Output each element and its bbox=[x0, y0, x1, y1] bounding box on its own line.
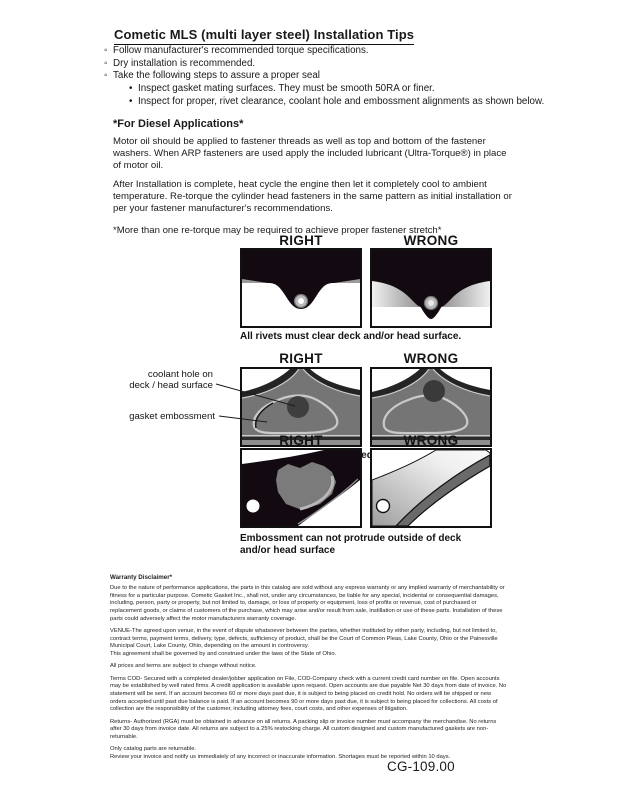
list-item bbox=[104, 70, 594, 83]
retorque-note: *More than one re-torque may be required to achieve proper fastener stretch* bbox=[113, 224, 442, 236]
fig3-wrong-diagram bbox=[370, 448, 492, 528]
fig3-right-label: RIGHT bbox=[279, 433, 323, 448]
fig3-caption: Embossment can not protrude outside of deck and/or head surface bbox=[240, 533, 462, 556]
diesel-heading: *For Diesel Applications* bbox=[113, 118, 244, 130]
fig3-wrong-label: WRONG bbox=[403, 433, 459, 448]
diesel-paragraph: After Installation is complete, heat cycle the engine then let it completely cool to ambient temperature. Re-torque the cylinder head fasteners in the same pattern as initial installation or per your fastener manufacturer's recommendations. bbox=[113, 179, 512, 214]
fig1-right-label: RIGHT bbox=[279, 233, 323, 248]
warranty-paragraph: This agreement shall be governed by and construed under the laws of the State of Ohio. bbox=[110, 651, 337, 658]
list-item bbox=[129, 96, 594, 109]
fig2-right-label: RIGHT bbox=[279, 351, 323, 366]
warranty-paragraph: Only catalog parts are returnable. bbox=[110, 746, 197, 753]
tips-list bbox=[104, 45, 594, 109]
filled-bullet-icon: • bbox=[129, 83, 133, 95]
warranty-section bbox=[110, 574, 508, 766]
fig1-wrong-diagram bbox=[370, 248, 492, 328]
open-bullet-icon: ◦ bbox=[104, 45, 108, 56]
tip-text: Inspect gasket mating surfaces. They must be smooth 50RA or finer. bbox=[138, 83, 435, 95]
page-title: Cometic MLS (multi layer steel) Installation Tips bbox=[114, 27, 414, 45]
warranty-paragraph: Review your invoice and notify us immediately of any incorrect or inaccurate information. Shortages must be reported within 10 days. bbox=[110, 753, 451, 760]
warranty-paragraph: VENUE-The agreed upon venue, in the event of dispute whatsoever between the parties, whether instituted by either party, including, but not limited to, contract terms, payment terms, delivery, type, defects, sufficiency of product, shall be the Court of Common Pleas, Lake County, Ohio or the Painesville Municipal Court, Lake County, Ohio, depending on the amount in controversy. bbox=[110, 628, 498, 650]
fig2-wrong-label: WRONG bbox=[403, 351, 459, 366]
warranty-paragraph: Returns- Authorized (RGA) must be obtained in advance on all returns. A packing slip or invoice number must accompany the merchandise. No returns after 30 days from invoice date. All returns are subject to a 25% restocking charge. All custom designed and custom manufactured gaskets are non-returnable. bbox=[110, 718, 497, 740]
warranty-heading: Warranty Disclaimer* bbox=[110, 574, 173, 581]
fig1-wrong-label: WRONG bbox=[403, 233, 459, 248]
coolant-hole-label: coolant hole on deck / head surface bbox=[129, 369, 213, 391]
list-item bbox=[104, 45, 594, 58]
tip-text: Follow manufacturer's recommended torque specifications. bbox=[113, 45, 369, 56]
list-item bbox=[104, 58, 594, 71]
fig3-right-diagram bbox=[240, 448, 362, 528]
tip-text: Take the following steps to assure a proper seal bbox=[113, 70, 320, 82]
tip-text: Dry installation is recommended. bbox=[113, 57, 256, 69]
gasket-embossment-label: gasket embossment bbox=[129, 411, 215, 422]
fig1-right-diagram bbox=[240, 248, 362, 328]
filled-bullet-icon: • bbox=[129, 95, 133, 107]
diesel-section bbox=[113, 118, 513, 245]
list-item bbox=[129, 83, 594, 96]
page-code: CG-109.00 bbox=[387, 759, 455, 774]
open-bullet-icon: ◦ bbox=[104, 70, 108, 82]
fig1-caption: All rivets must clear deck and/or head surface. bbox=[240, 331, 462, 342]
warranty-paragraph: Terms COD- Secured with a completed dealer/jobber application on File, COD-Company check with a current credit card number on file. Open accounts may be established by well rated firms. A credit application is available upon request. Open accounts are due payable Net 30 days from date of invoice. No statement will be sent. If an account becomes 60 or more days past due, it is subject to being placed on credit hold. No orders will be shipped or new orders accepted until past due balance is paid. If an account becomes 90 or more days past due, it is subject to being placed for collections. All costs of collection are the responsibility of the customer, including attorney fees, court costs, and other expenses of litigation. bbox=[110, 675, 507, 713]
warranty-paragraph: Due to the nature of performance applications, the parts in this catalog are sold without any express warranty or any implied warranty of merchantability or fitness for a particular purpose. Cometic Gasket Inc., shall not, under any circumstances, be liable for any special, incidental or consequential damages, including, person, party or property, but not limited to, damage, or loss of property or equipment, loss of profits or revenue, cost of purchased or replacement goods, or claims of customers of the purchase, which may arise and/or result from sale, instillation or use of these parts. Installation of these parts could adversely affect the motor manufacturers warranty coverage. bbox=[110, 585, 505, 622]
tip-text: Inspect for proper, rivet clearance, coolant hole and embossment alignments as shown below. bbox=[138, 95, 545, 107]
open-bullet-icon: ◦ bbox=[104, 57, 108, 69]
diesel-paragraph: Motor oil should be applied to fastener threads as well as top and bottom of the fastener washers. When ARP fasteners are used apply the included lubricant (Ultra-Torque®) in place of motor oil. bbox=[113, 136, 507, 171]
warranty-paragraph: All prices and terms are subject to change without notice. bbox=[110, 663, 257, 670]
